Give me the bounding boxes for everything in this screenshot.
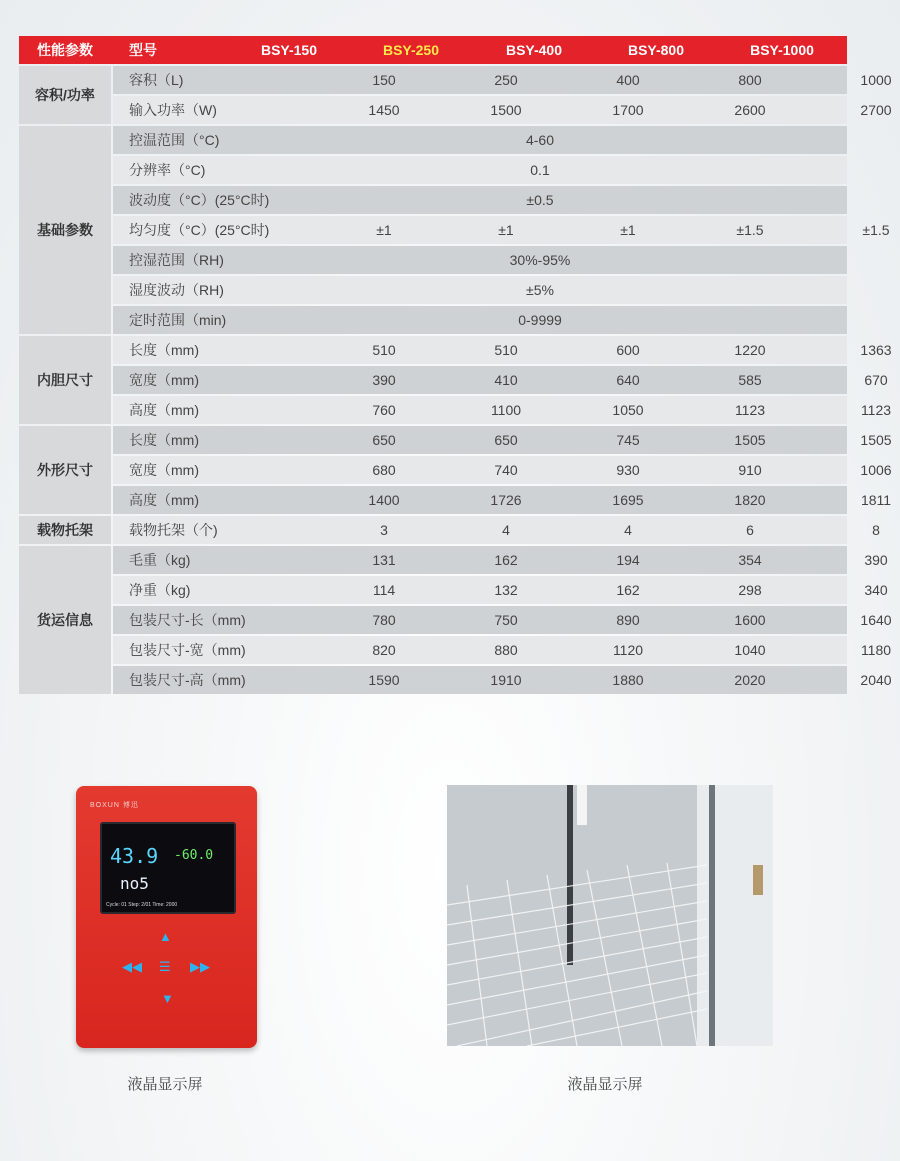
row-value-cell: 3 (380, 522, 388, 538)
row-param-label: 容积（L) (129, 72, 184, 88)
table-row (113, 186, 847, 214)
row-value-cell: 1811 (860, 492, 892, 508)
lcd-program-number: no5 (120, 874, 149, 893)
row-value-cell: 2040 (860, 672, 892, 688)
row-value-cell: 890 (616, 612, 640, 628)
row-value-cell: ±1 (498, 222, 514, 238)
table-row (113, 216, 890, 244)
row-value-cell: 750 (494, 612, 518, 628)
menu-icon: ☰ (159, 959, 171, 974)
header-model-bsy-800: BSY-800 (627, 42, 685, 58)
table-row (113, 606, 892, 634)
row-value-cell: 1640 (860, 612, 892, 628)
row-value-cell: 194 (616, 552, 640, 568)
row-param-label: 定时范围（min) (129, 312, 227, 328)
row-value-cell: ±1.5 (862, 222, 890, 238)
table-row (113, 276, 847, 304)
row-value-cell: 1100 (490, 402, 522, 418)
row-value-cell: 390 (864, 552, 888, 568)
table-row (113, 306, 847, 334)
row-value-cell: 910 (738, 462, 762, 478)
table-row (113, 336, 892, 364)
spec-table (19, 36, 892, 694)
row-value-cell: 1695 (612, 492, 644, 508)
row-param-label: 波动度（°C）(25°C时) (129, 192, 270, 208)
row-value-cell: 1505 (860, 432, 892, 448)
spec-group-label: 载物托架 (19, 516, 111, 544)
row-value-cell: 162 (494, 552, 518, 568)
row-param-label: 净重（kg) (129, 582, 191, 598)
spec-group-label: 外形尺寸 (19, 426, 111, 514)
row-shared-value: 0.1 (530, 162, 550, 178)
spec-group (19, 66, 892, 124)
row-value-cell: 1220 (734, 342, 766, 358)
row-value-cell: 340 (864, 582, 888, 598)
header-model-bsy-150: BSY-150 (260, 42, 318, 58)
spec-group (19, 546, 892, 694)
row-value-cell: 1363 (860, 342, 892, 358)
header-model-bsy-400: BSY-400 (505, 42, 563, 58)
row-value-cell: 1123 (860, 402, 892, 418)
row-value-cell: 1006 (860, 462, 892, 478)
row-value-cell: ±1.5 (736, 222, 764, 238)
up-arrow-icon: ▲ (159, 929, 172, 944)
table-row (113, 396, 892, 424)
row-shared-value: 0-9999 (518, 312, 562, 328)
row-value-cell: 2600 (734, 102, 766, 118)
row-value-cell: 114 (372, 582, 396, 598)
row-value-cell: 600 (616, 342, 640, 358)
header-model-bsy-250: BSY-250 (382, 42, 440, 58)
row-shared-value: ±0.5 (526, 192, 554, 208)
row-value-cell: 4 (624, 522, 632, 538)
row-param-label: 长度（mm) (129, 342, 199, 358)
row-value-cell: 780 (372, 612, 396, 628)
row-value-cell: 1505 (734, 432, 766, 448)
row-value-cell: 510 (494, 342, 518, 358)
row-param-label: 控湿范围（RH) (129, 252, 224, 268)
row-value-cell: 1880 (612, 672, 644, 688)
spec-table-body (19, 66, 892, 694)
header-model-label: 型号 (129, 42, 157, 58)
row-value-cell: 354 (738, 552, 762, 568)
table-row (113, 576, 888, 604)
row-value-cell: 162 (616, 582, 640, 598)
row-value-cell: 1400 (368, 492, 400, 508)
spec-group (19, 126, 890, 334)
row-param-label: 包装尺寸-宽（mm) (129, 642, 246, 658)
row-value-cell: 820 (372, 642, 396, 658)
table-row (113, 366, 888, 394)
row-value-cell: 650 (494, 432, 518, 448)
table-row (113, 636, 892, 664)
row-value-cell: 131 (372, 552, 396, 568)
row-value-cell: 1700 (612, 102, 644, 118)
row-shared-value: ±5% (526, 282, 554, 298)
row-value-cell: 4 (502, 522, 510, 538)
spec-group-label: 容积/功率 (19, 66, 111, 124)
row-value-cell: 2700 (860, 102, 892, 118)
caption-right: 液晶显示屏 (567, 1076, 643, 1093)
spec-table-header (19, 36, 847, 64)
row-value-cell: 670 (864, 372, 888, 388)
spec-group-label: 内胆尺寸 (19, 336, 111, 424)
row-value-cell: 1590 (368, 672, 400, 688)
row-value-cell: 150 (372, 72, 396, 88)
lcd-screen (100, 822, 236, 914)
row-param-label: 高度（mm) (129, 492, 199, 508)
brand-logo: BOXUN 博迅 (90, 802, 139, 809)
row-value-cell: ±1 (376, 222, 392, 238)
table-row (113, 246, 847, 274)
row-value-cell: 585 (738, 372, 762, 388)
table-row (113, 66, 892, 94)
table-row (113, 546, 888, 574)
row-value-cell: 400 (616, 72, 640, 88)
row-value-cell: 1726 (490, 492, 522, 508)
row-param-label: 输入功率（W) (129, 102, 217, 118)
row-param-label: 包装尺寸-高（mm) (129, 672, 246, 688)
row-shared-value: 30%-95% (509, 252, 571, 268)
row-value-cell: 1180 (860, 642, 892, 658)
header-model-bsy-1000: BSY-1000 (750, 42, 814, 58)
row-value-cell: 1500 (490, 102, 522, 118)
row-value-cell: 800 (738, 72, 762, 88)
row-value-cell: 640 (616, 372, 640, 388)
row-value-cell: 1450 (368, 102, 400, 118)
row-value-cell: 1820 (734, 492, 766, 508)
wire-shelves-illustration (447, 785, 773, 1046)
spec-group (19, 426, 892, 514)
table-row (113, 426, 892, 454)
table-row (113, 126, 847, 154)
row-value-cell: 650 (372, 432, 396, 448)
spec-group (19, 336, 892, 424)
row-param-label: 长度（mm) (129, 432, 199, 448)
chamber-shelves-photo (447, 785, 773, 1046)
caption-left: 液晶显示屏 (127, 1076, 203, 1093)
row-value-cell: 1040 (734, 642, 766, 658)
header-category-label: 性能参数 (37, 42, 93, 58)
forward-icon: ▶▶ (190, 959, 210, 974)
row-param-label: 高度（mm) (129, 402, 199, 418)
row-value-cell: 745 (616, 432, 640, 448)
row-param-label: 包装尺寸-长（mm) (129, 612, 246, 628)
row-value-cell: 298 (738, 582, 762, 598)
row-value-cell: 1600 (734, 612, 766, 628)
down-arrow-icon: ▼ (161, 991, 174, 1006)
row-value-cell: 740 (494, 462, 518, 478)
controller-panel-image (76, 786, 257, 1048)
rewind-icon: ◀◀ (122, 959, 142, 974)
table-row (113, 666, 892, 694)
spec-group-label: 货运信息 (19, 546, 111, 694)
row-param-label: 宽度（mm) (129, 372, 199, 388)
lcd-temperature-reading: 43.9 (110, 844, 159, 868)
row-value-cell: 250 (494, 72, 518, 88)
row-value-cell: ±1 (620, 222, 636, 238)
row-param-label: 宽度（mm) (129, 462, 199, 478)
row-value-cell: 132 (494, 582, 518, 598)
row-param-label: 载物托架（个) (129, 522, 218, 538)
row-param-label: 毛重（kg) (129, 552, 191, 568)
lcd-set-temperature: -60.0 (174, 848, 214, 863)
table-row (113, 96, 892, 124)
row-value-cell: 8 (872, 522, 880, 538)
spec-group (19, 516, 880, 544)
spec-group-label: 基础参数 (19, 126, 111, 334)
row-param-label: 控温范围（°C) (129, 132, 220, 148)
row-param-label: 湿度波动（RH) (129, 282, 224, 298)
table-row (113, 486, 892, 514)
row-value-cell: 390 (372, 372, 396, 388)
row-value-cell: 1123 (734, 402, 766, 418)
row-value-cell: 1910 (490, 672, 522, 688)
table-row (113, 456, 892, 484)
row-value-cell: 760 (372, 402, 396, 418)
row-value-cell: 2020 (734, 672, 766, 688)
row-shared-value: 4-60 (525, 132, 555, 148)
row-value-cell: 1000 (860, 72, 892, 88)
lcd-status-line: Cycle: 01 Step: 2/01 Time: 2000 (106, 902, 178, 908)
row-value-cell: 1120 (612, 642, 644, 658)
table-row (113, 516, 880, 544)
row-value-cell: 880 (494, 642, 518, 658)
row-value-cell: 510 (372, 342, 396, 358)
row-param-label: 均匀度（°C）(25°C时) (129, 222, 270, 238)
table-row (113, 156, 847, 184)
row-value-cell: 680 (372, 462, 396, 478)
row-value-cell: 930 (616, 462, 640, 478)
row-value-cell: 1050 (612, 402, 644, 418)
row-param-label: 分辨率（°C) (129, 162, 206, 178)
row-value-cell: 410 (494, 372, 518, 388)
row-value-cell: 6 (746, 522, 754, 538)
